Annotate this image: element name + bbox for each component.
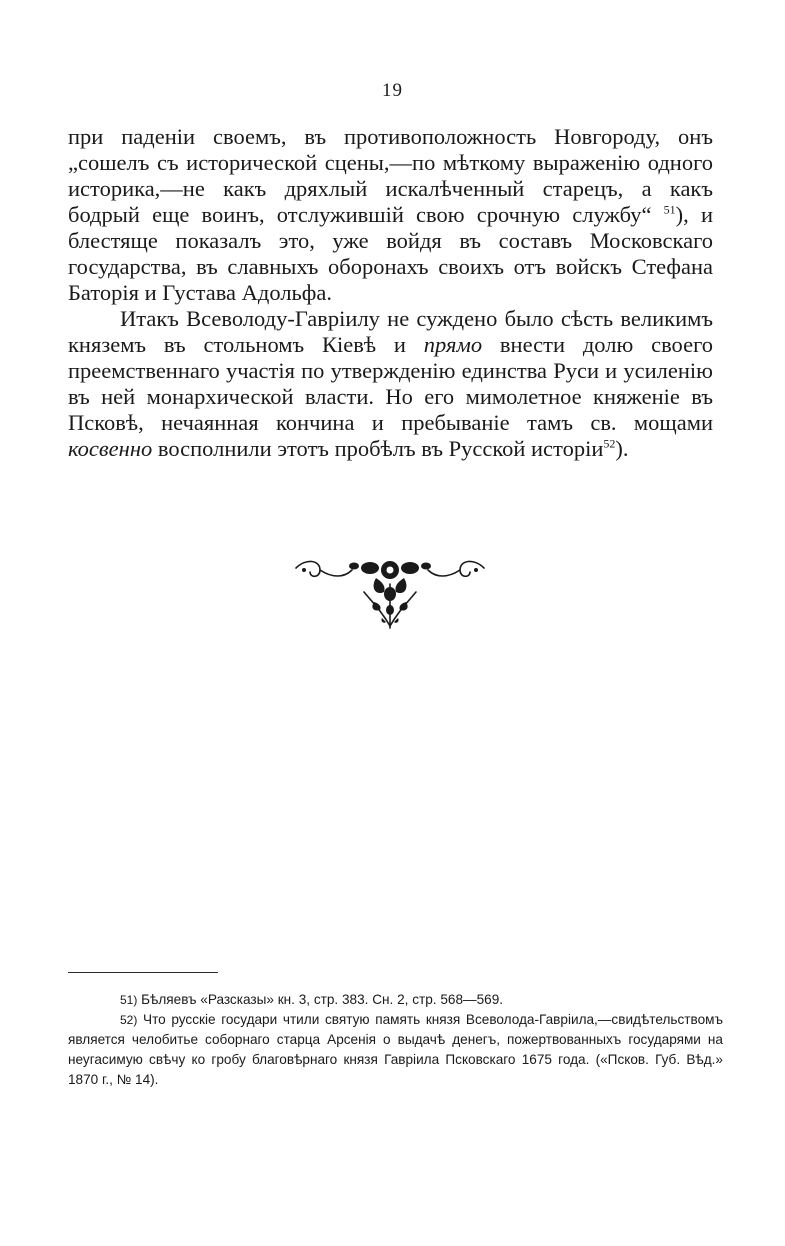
footnote-divider [68, 972, 218, 973]
footnote-51-number: 51) [120, 993, 138, 1007]
floral-vignette-icon [290, 548, 490, 632]
footnote-ref-51: 51 [663, 202, 676, 217]
paragraph-2-text-c: восполнили этотъ пробѣлъ въ Русской исторіи [152, 436, 604, 461]
footnote-51-text: Бѣляевъ «Разсказы» кн. 3, стр. 383. Сн. 2, стр. 568—569. [137, 992, 504, 1007]
emphasis-kosvenno: косвенно [68, 436, 153, 461]
footnote-52-number: 52) [120, 1013, 138, 1027]
footnotes [68, 990, 723, 1090]
footnote-51 [68, 990, 723, 1010]
footnote-52 [68, 1010, 723, 1090]
paragraph-2-text-a: Итакъ Всеволоду-Гавріилу не суждено было сѣсть великимъ княземъ въ стольномъ Кіевѣ и [68, 306, 713, 357]
paragraph-1 [68, 124, 713, 306]
paragraph-2 [68, 306, 713, 462]
paragraph-2-text-b: внести долю своего преемственнаго участія по утвержденію единства Руси и усиленію въ ней монархической власти. Но его мимолетное княженіе въ Псковѣ, нечаянная кончина и пребываніе тамъ св. мощами [68, 332, 713, 435]
footnote-ref-52: 52 [603, 436, 616, 451]
main-text [68, 124, 713, 462]
paragraph-2-text-d: ). [615, 436, 629, 461]
paragraph-1-text-a: при паденіи своемъ, въ противоположность Новгороду, онъ „сошелъ съ исторической сцены,—по мѣткому выраженію одного историка,—не какъ дряхлый искалѣченный старецъ, а какъ бодрый еще воинъ, отслужившій свою срочную службу“ [68, 124, 713, 227]
page-number: 19 [382, 80, 403, 101]
footnote-52-text: Что русскіе государи чтили святую память князя Всеволода-Гавріила,—свидѣтельствомъ является челобитье соборнаго старца Арсенія о выдачѣ денегъ, пожертвованныхъ государями на неугасимую свѣчу ко гробу благовѣрнаго князя Гавріила Псковскаго 1675 года. («Псков. Губ. Вѣд.» 1870 г., № 14). [68, 1012, 723, 1087]
paragraph-1-text-b: ), и блестяще показалъ это, уже войдя въ составъ Московскаго государства, въ славныхъ оборонахъ своихъ отъ войскъ Стефана Баторія и Густава Адольфа. [68, 202, 713, 305]
emphasis-pryamo: прямо [423, 332, 483, 357]
